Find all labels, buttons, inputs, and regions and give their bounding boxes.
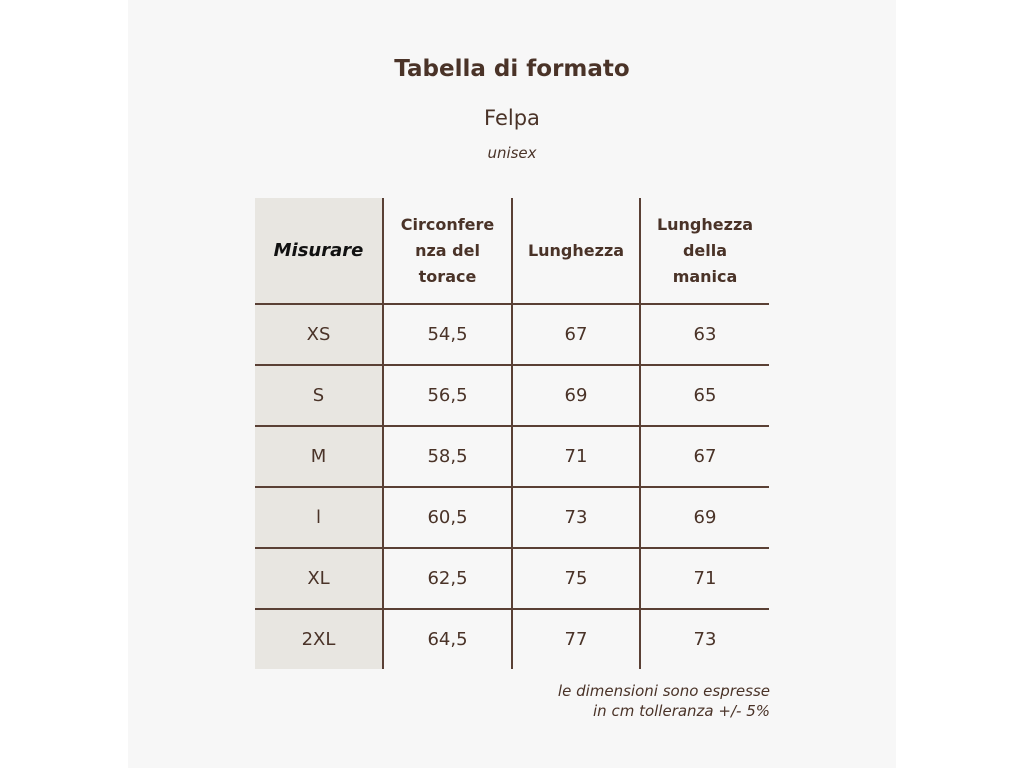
table-row xyxy=(255,365,769,426)
note-line-2: in cm tolleranza +/- 5% xyxy=(593,702,770,720)
sleeve-cell: 69 xyxy=(640,487,769,548)
size-cell: M xyxy=(255,426,383,487)
table-header-row xyxy=(255,198,769,304)
sleeve-cell: 65 xyxy=(640,365,769,426)
chest-cell: 58,5 xyxy=(383,426,512,487)
chest-cell: 64,5 xyxy=(383,609,512,669)
table-row xyxy=(255,304,769,365)
table-row xyxy=(255,609,769,669)
header-chest xyxy=(383,198,512,304)
header-sleeve xyxy=(640,198,769,304)
measurement-note xyxy=(470,681,770,721)
header-length-label: Lunghezza xyxy=(527,240,625,260)
chest-cell: 62,5 xyxy=(383,548,512,609)
size-cell: XS xyxy=(255,304,383,365)
product-gender: unisex xyxy=(487,144,537,162)
table-row xyxy=(255,548,769,609)
product-name: Felpa xyxy=(484,106,540,130)
size-cell: XL xyxy=(255,548,383,609)
sleeve-cell: 71 xyxy=(640,548,769,609)
length-cell: 75 xyxy=(512,548,640,609)
size-chart-card xyxy=(128,0,896,768)
chest-cell: 60,5 xyxy=(383,487,512,548)
header-sleeve-label: Lunghezza della manica xyxy=(656,214,754,286)
length-cell: 71 xyxy=(512,426,640,487)
size-cell: S xyxy=(255,365,383,426)
header-measure-label: Misurare xyxy=(273,239,364,261)
page-title: Tabella di formato xyxy=(394,56,630,82)
length-cell: 69 xyxy=(512,365,640,426)
length-cell: 73 xyxy=(512,487,640,548)
sleeve-cell: 67 xyxy=(640,426,769,487)
table-row xyxy=(255,487,769,548)
header-measure xyxy=(255,198,383,304)
header-length xyxy=(512,198,640,304)
sleeve-cell: 63 xyxy=(640,304,769,365)
chest-cell: 54,5 xyxy=(383,304,512,365)
table-row xyxy=(255,426,769,487)
sleeve-cell: 73 xyxy=(693,629,717,650)
chest-cell: 56,5 xyxy=(383,365,512,426)
header-chest-label: Circonfere nza del torace xyxy=(400,214,495,286)
length-cell: 67 xyxy=(512,304,640,365)
size-table xyxy=(255,198,769,669)
length-cell: 77 xyxy=(512,609,640,669)
note-line-1: le dimensioni sono espresse xyxy=(557,682,770,700)
size-cell: 2XL xyxy=(255,609,383,669)
size-cell: l xyxy=(255,487,383,548)
